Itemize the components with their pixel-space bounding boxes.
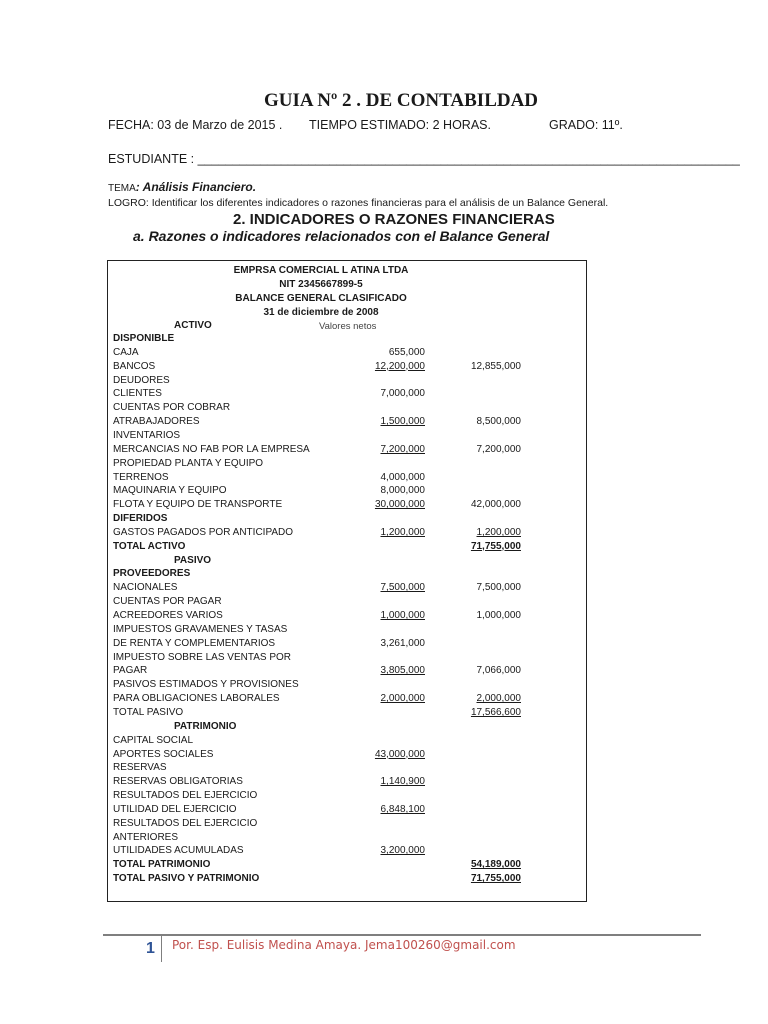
estudiante-field: ESTUDIANTE : ______________________________________________________________________________: [108, 152, 740, 166]
row-label: RESULTADOS DEL EJERCICIO: [113, 817, 258, 829]
row-value-partial: 2,000,000: [380, 693, 425, 705]
row-label: CUENTAS POR PAGAR: [113, 596, 222, 608]
table-row: [108, 652, 586, 666]
balance-sheet-table: [107, 260, 587, 902]
row-label: PASIVO: [174, 554, 212, 566]
table-row: [108, 458, 586, 472]
table-row: [108, 624, 586, 638]
table-row: [108, 707, 586, 721]
row-value-partial: 3,805,000: [380, 665, 425, 677]
row-value-partial: 6,848,100: [380, 803, 425, 815]
row-label: TOTAL ACTIVO: [113, 540, 186, 552]
row-label: ANTERIORES: [113, 831, 179, 843]
table-row: [108, 721, 586, 735]
table-row: [108, 596, 586, 610]
row-label: UTILIDAD DEL EJERCICIO: [113, 803, 237, 815]
row-value-partial: 1,200,000: [380, 526, 425, 538]
table-row: [108, 582, 586, 596]
table-row: [108, 790, 586, 804]
row-label: CAJA: [113, 346, 139, 358]
row-label: UTILIDADES ACUMULADAS: [113, 845, 244, 857]
footer-rule: [103, 934, 701, 936]
table-row: [108, 762, 586, 776]
table-row: [108, 679, 586, 693]
table-row: [108, 541, 586, 555]
row-value-partial: 30,000,000: [374, 499, 425, 511]
document-title: GUIA Nº 2 . DE CONTABILDAD: [263, 90, 539, 111]
row-value-total: 7,066,000: [476, 665, 521, 677]
table-row: [108, 472, 586, 486]
table-row: [108, 430, 586, 444]
row-label: IMPUESTO SOBRE LAS VENTAS POR: [113, 651, 292, 663]
table-row: [108, 347, 586, 361]
row-label: TOTAL PATRIMONIO: [113, 859, 211, 871]
row-label: CLIENTES: [113, 388, 162, 400]
tema-line: [108, 180, 256, 194]
row-label: PAGAR: [113, 665, 148, 677]
table-row: [108, 776, 586, 790]
row-label: GASTOS PAGADOS POR ANTICIPADO: [113, 526, 294, 538]
table-row: [108, 859, 586, 873]
row-value-partial: 3,200,000: [380, 845, 425, 857]
activo-label: ACTIVO: [174, 320, 212, 331]
row-label: FLOTA Y EQUIPO DE TRANSPORTE: [113, 499, 283, 511]
row-label: TOTAL PASIVO Y PATRIMONIO: [113, 873, 260, 885]
row-value-total: 71,755,000: [470, 540, 521, 552]
row-label: TOTAL PASIVO: [113, 706, 184, 718]
row-label: MERCANCIAS NO FAB POR LA EMPRESA: [113, 443, 310, 455]
table-row: [108, 693, 586, 707]
tema-value: : Análisis Financiero.: [135, 180, 257, 194]
table-row: [108, 402, 586, 416]
row-value-partial: 7,500,000: [380, 582, 425, 594]
row-label: MAQUINARIA Y EQUIPO: [113, 485, 227, 497]
row-label: APORTES SOCIALES: [113, 748, 214, 760]
page-number: 1: [146, 940, 155, 957]
table-row: [108, 485, 586, 499]
table-row: [108, 416, 586, 430]
row-label: PATRIMONIO: [174, 720, 237, 732]
row-label: CUENTAS POR COBRAR: [113, 402, 231, 414]
row-value-partial: 43,000,000: [374, 748, 425, 760]
row-value-partial: 7,000,000: [380, 388, 425, 400]
row-value-total: 8,500,000: [476, 416, 521, 428]
row-label: DE RENTA Y COMPLEMENTARIOS: [113, 637, 276, 649]
row-label: PROPIEDAD PLANTA Y EQUIPO: [113, 457, 264, 469]
row-label: DIFERIDOS: [113, 513, 168, 525]
row-label: DEUDORES: [113, 374, 170, 386]
table-row: [108, 499, 586, 513]
company-name: EMPRSA COMERCIAL L ATINA LTDA: [233, 265, 409, 276]
row-value-total: 12,855,000: [470, 360, 521, 372]
footer-text: Por. Esp. Eulisis Medina Amaya. Jema100260@gmail.com: [172, 938, 516, 952]
row-value-partial: 1,500,000: [380, 416, 425, 428]
row-value-total: 54,189,000: [470, 859, 521, 871]
table-row: [108, 873, 586, 887]
row-value-total: 1,000,000: [476, 610, 521, 621]
row-label: DISPONIBLE: [113, 333, 175, 344]
table-row: [108, 804, 586, 818]
row-value-partial: 1,000,000: [380, 610, 425, 621]
table-row: [108, 375, 586, 389]
table-row: [108, 513, 586, 527]
table-row: [108, 333, 586, 347]
row-value-partial: 7,200,000: [380, 443, 425, 455]
row-value-partial: 8,000,000: [380, 485, 425, 497]
table-row: [108, 845, 586, 859]
tiempo-field: TIEMPO ESTIMADO: 2 HORAS.: [309, 118, 491, 132]
table-row: [108, 610, 586, 624]
row-label: CAPITAL SOCIAL: [113, 734, 194, 746]
row-label: PARA OBLIGACIONES LABORALES: [113, 693, 280, 705]
table-row: [108, 832, 586, 846]
table-row: [108, 638, 586, 652]
valores-netos-label: Valores netos: [319, 321, 377, 332]
table-row: [108, 555, 586, 569]
row-label: ATRABAJADORES: [113, 416, 200, 428]
table-row: [108, 818, 586, 832]
row-value-total: 17,566,600: [470, 706, 521, 718]
company-nit: NIT 2345667899-5: [279, 279, 363, 290]
row-label: TERRENOS: [113, 471, 169, 483]
balance-title: BALANCE GENERAL CLASIFICADO: [235, 293, 407, 304]
row-label: RESULTADOS DEL EJERCICIO: [113, 790, 258, 802]
section-subheading: a. Razones o indicadores relacionados con el Balance General: [133, 228, 550, 244]
row-value-total: 7,200,000: [476, 443, 521, 455]
row-label: RESERVAS OBLIGATORIAS: [113, 776, 243, 788]
row-label: INVENTARIOS: [113, 429, 181, 441]
row-label: RESERVAS: [113, 762, 167, 774]
row-value-partial: 12,200,000: [374, 360, 425, 372]
table-row: [108, 361, 586, 375]
section-heading: 2. INDICADORES O RAZONES FINANCIERAS: [233, 211, 555, 228]
row-value-total: 71,755,000: [470, 873, 521, 885]
row-value-total: 1,200,000: [476, 526, 521, 538]
table-row: [108, 388, 586, 402]
table-row: [108, 568, 586, 582]
logro-line: LOGRO: Identificar los diferentes indicadores o razones financieras para el análisis de un Balance General.: [108, 197, 609, 209]
table-row: [108, 444, 586, 458]
grado-field: GRADO: 11º.: [549, 118, 623, 132]
table-row: [108, 527, 586, 541]
row-value-partial: 4,000,000: [380, 471, 425, 483]
table-row: [108, 735, 586, 749]
row-label: BANCOS: [113, 360, 156, 372]
row-label: ACREEDORES VARIOS: [113, 610, 223, 621]
row-value-partial: 1,140,900: [380, 776, 425, 788]
footer-divider: [161, 934, 162, 962]
balance-date: 31 de diciembre de 2008: [263, 307, 379, 318]
row-value-total: 2,000,000: [476, 693, 521, 705]
tema-label: TEMA: [108, 183, 136, 194]
row-label: PROVEEDORES: [113, 568, 191, 580]
row-value-total: 7,500,000: [476, 582, 521, 594]
row-value-partial: 655,000: [388, 346, 425, 358]
row-value-partial: 3,261,000: [380, 637, 425, 649]
row-label: PASIVOS ESTIMADOS Y PROVISIONES: [113, 679, 299, 691]
table-row: [108, 749, 586, 763]
row-label: IMPUESTOS GRAVAMENES Y TASAS: [113, 623, 288, 635]
table-row: [108, 665, 586, 679]
fecha-field: FECHA: 03 de Marzo de 2015 .: [108, 118, 283, 132]
row-label: NACIONALES: [113, 582, 178, 594]
row-value-total: 42,000,000: [470, 499, 521, 511]
